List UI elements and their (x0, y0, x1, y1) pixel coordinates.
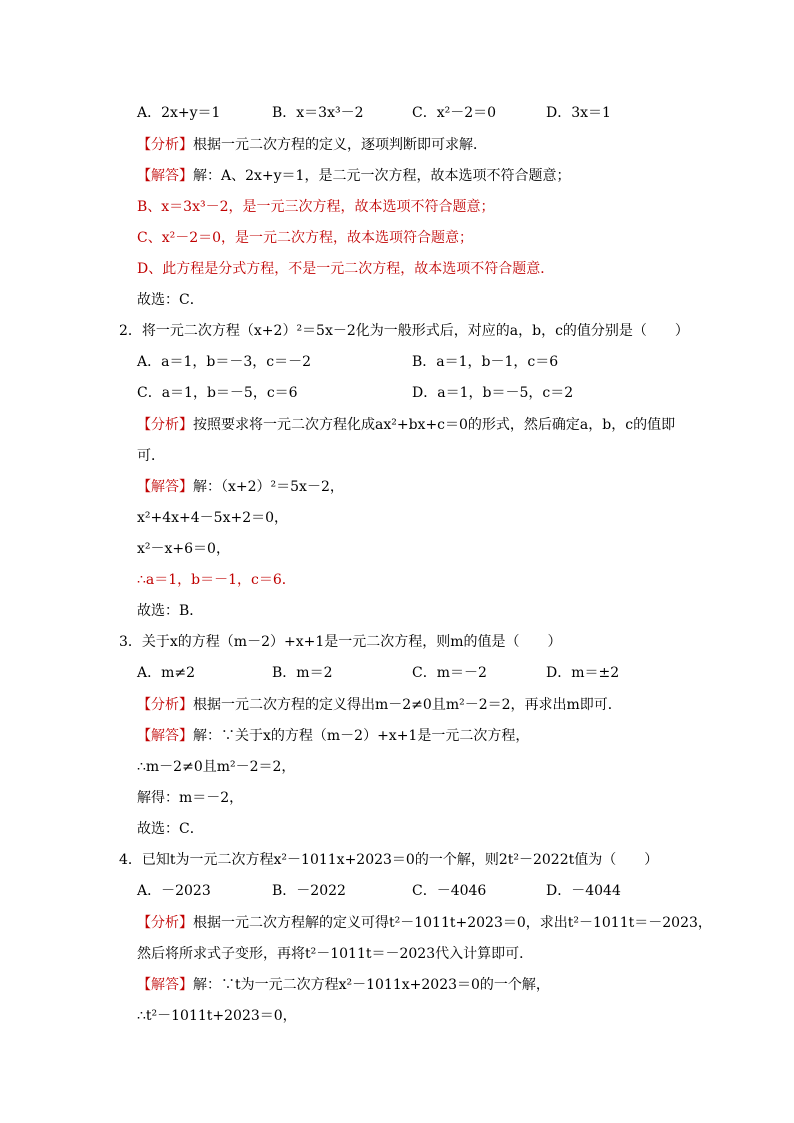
q2-solution-line-1: 【解答】解：（x+2）²＝5x－2， (137, 479, 344, 495)
q4-option-a: A．－2023 (137, 883, 211, 899)
q2-option-b: B．a＝1，b－1，c＝6 (412, 354, 559, 370)
analysis-tag: 【分析】 (137, 915, 193, 931)
q3-solution-line-2: ∴m－2≠0且m²－2＝2， (137, 759, 296, 775)
q3-option-d: D．m＝±2 (546, 665, 620, 681)
q2-solution-line-3: x²－x+6＝0， (137, 541, 230, 557)
q4-option-b: B．－2022 (272, 883, 346, 899)
q2-stem: 2．将一元二次方程（x+2）²＝5x－2化为一般形式后，对应的a，b，c的值分别是（ ） (119, 323, 689, 339)
q4-solution-line-2: ∴t²－1011t+2023＝0， (137, 1008, 297, 1024)
q3-option-c: C．m＝－2 (412, 665, 487, 681)
q3-answer: 故选：C． (137, 821, 204, 837)
q3-option-a: A．m≠2 (137, 665, 196, 681)
q4-solution-line-1: 【解答】解：∵t为一元二次方程x²－1011x+2023＝0的一个解， (137, 977, 550, 993)
q2-analysis-1: 【分析】按照要求将一元二次方程化成ax²+bx+c＝0的形式，然后确定a，b，c的值即 (137, 417, 676, 433)
q4-analysis-2: 然后将所求式子变形，再将t²－1011t＝－2023代入计算即可． (137, 946, 534, 962)
q2-solution-line-2: x²+4x+4－5x+2＝0， (137, 510, 289, 526)
q4-option-d: D．－4044 (546, 883, 621, 899)
solution-tag: 【解答】 (137, 977, 193, 993)
analysis-tag: 【分析】 (137, 137, 193, 153)
q2-solution-line-4: ∴a＝1，b＝－1，c＝6． (137, 572, 296, 588)
q1-analysis: 【分析】根据一元二次方程的定义，逐项判断即可求解． (137, 137, 487, 153)
q1-option-a: A．2x+y＝1 (137, 105, 221, 121)
q1-solution-line-1: 【解答】解：A、2x+y＝1，是二元一次方程，故本选项不符合题意； (137, 168, 571, 184)
solution-tag: 【解答】 (137, 479, 193, 495)
q1-solution-line-3: C、x²－2＝0，是一元二次方程，故本选项符合题意； (137, 230, 474, 246)
q2-option-a: A．a＝1，b＝－3，c＝－2 (137, 354, 311, 370)
solution-tag: 【解答】 (137, 168, 193, 184)
q2-analysis-2: 可． (137, 448, 165, 464)
q1-answer: 故选：C． (137, 292, 204, 308)
q1-option-c: C．x²－2＝0 (412, 105, 497, 121)
q2-option-c: C．a＝1，b＝－5，c＝6 (137, 385, 298, 401)
q3-analysis: 【分析】根据一元二次方程的定义得出m－2≠0且m²－2＝2，再求出m即可． (137, 697, 622, 713)
q4-stem: 4．已知t为一元二次方程x²－1011x+2023＝0的一个解，则2t²－2022t值为（ ） (119, 852, 659, 868)
q2-answer: 故选：B． (137, 603, 204, 619)
q4-analysis-1: 【分析】根据一元二次方程解的定义可得t²－1011t+2023＝0，求出t²－1011t＝－2023， (137, 915, 712, 931)
q3-stem: 3．关于x的方程（m－2）+x+1是一元二次方程，则m的值是（ ） (119, 634, 562, 650)
solution-tag: 【解答】 (137, 728, 193, 744)
q3-option-b: B．m＝2 (272, 665, 333, 681)
q2-option-d: D．a＝1，b＝－5，c＝2 (412, 385, 574, 401)
q1-option-b: B．x＝3x³－2 (272, 105, 364, 121)
q4-option-c: C．－4046 (412, 883, 487, 899)
q1-option-d: D．3x＝1 (546, 105, 611, 121)
q3-solution-line-3: 解得：m＝－2， (137, 790, 244, 806)
q3-solution-line-1: 【解答】解：∵关于x的方程（m－2）+x+1是一元二次方程， (137, 728, 530, 744)
analysis-tag: 【分析】 (137, 697, 193, 713)
analysis-tag: 【分析】 (137, 417, 193, 433)
q1-solution-line-2: B、x＝3x³－2，是一元三次方程，故本选项不符合题意； (137, 199, 495, 215)
q1-solution-line-4: D、此方程是分式方程，不是一元二次方程，故本选项不符合题意． (137, 261, 555, 277)
